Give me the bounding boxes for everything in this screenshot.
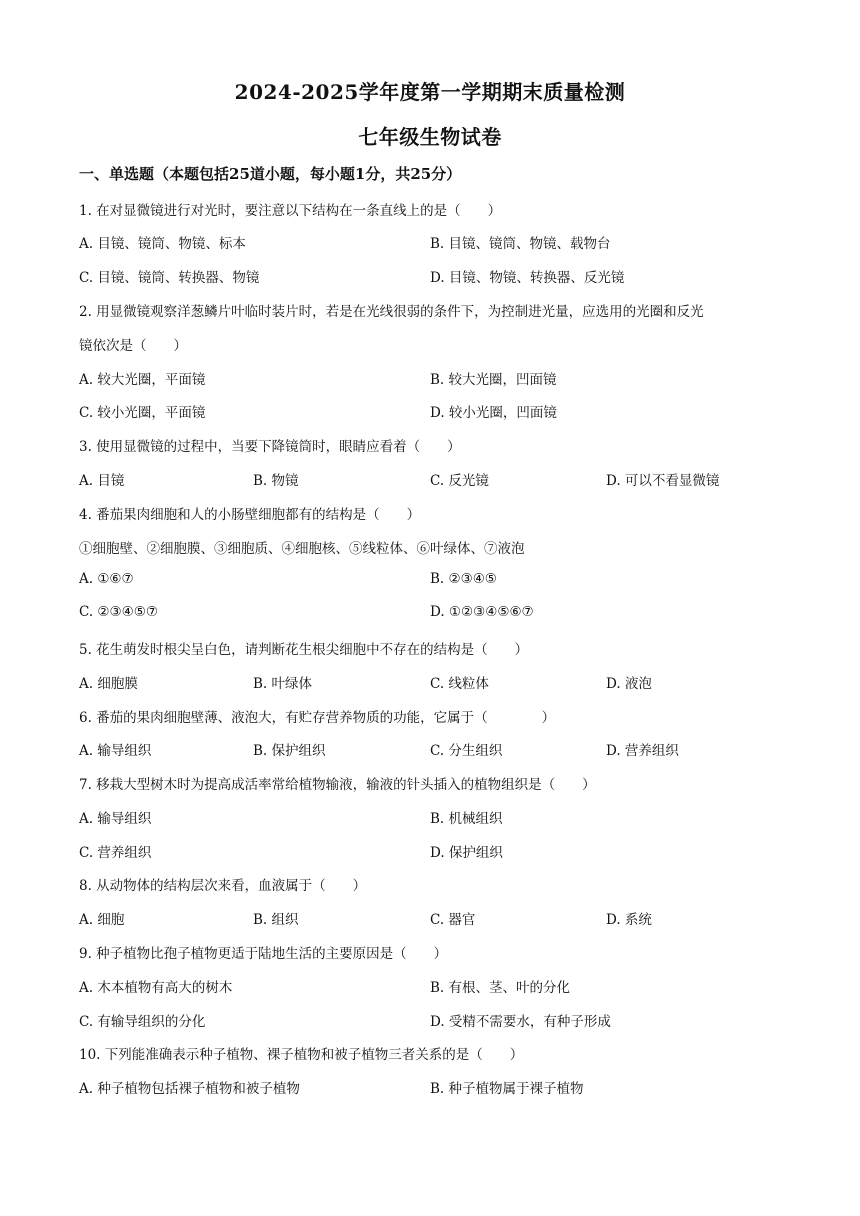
question-9-stem: 9. 种子植物比孢子植物更适于陆地生活的主要原因是（ ） (79, 946, 448, 962)
question-3-option-d: D. 可以不看显微镜 (606, 473, 720, 489)
question-5-option-d: D. 液泡 (606, 676, 652, 692)
question-9-option-d: D. 受精不需要水，有种子形成 (430, 1014, 611, 1030)
question-7-option-c: C. 营养组织 (79, 845, 152, 861)
question-9-option-c: C. 有输导组织的分化 (79, 1014, 206, 1030)
question-3-option-b: B. 物镜 (253, 473, 299, 489)
question-5-option-c: C. 线粒体 (430, 676, 489, 692)
question-2-option-d: D. 较小光圈，凹面镜 (430, 405, 557, 421)
question-10-option-a: A. 种子植物包括裸子植物和被子植物 (79, 1081, 300, 1097)
question-8-option-d: D. 系统 (606, 912, 652, 928)
question-4-option-a: A. ①⑥⑦ (79, 571, 134, 587)
question-8-stem: 8. 从动物体的结构层次来看，血液属于（ ） (79, 878, 367, 894)
question-1-option-b: B. 目镜、镜筒、物镜、载物台 (430, 236, 611, 252)
exam-title: 2024-2025学年度第一学期期末质量检测 (234, 80, 626, 104)
question-8-option-c: C. 器官 (430, 912, 476, 928)
question-6-stem: 6. 番茄的果肉细胞壁薄、液泡大，有贮存营养物质的功能，它属于（ ） (79, 710, 556, 726)
exam-subtitle: 七年级生物试卷 (358, 125, 502, 149)
question-3-option-c: C. 反光镜 (430, 473, 489, 489)
question-7-stem: 7. 移栽大型树木时为提高成活率常给植物输液，输液的针头插入的植物组织是（ ） (79, 777, 596, 793)
question-9-option-b: B. 有根、茎、叶的分化 (430, 980, 571, 996)
question-7-option-b: B. 机械组织 (430, 811, 503, 827)
question-7-option-d: D. 保护组织 (430, 845, 503, 861)
section-heading: 一、单选题（本题包括25道小题，每小题1分，共25分） (79, 165, 462, 183)
question-1-option-a: A. 目镜、镜筒、物镜、标本 (79, 236, 246, 252)
question-8-option-a: A. 细胞 (79, 912, 125, 928)
question-2-stem-continued: 镜依次是（ ） (79, 338, 187, 354)
question-6-option-a: A. 输导组织 (79, 743, 152, 759)
question-4-structure-list: ①细胞壁、②细胞膜、③细胞质、④细胞核、⑤线粒体、⑥叶绿体、⑦液泡 (79, 541, 525, 557)
question-3-option-a: A. 目镜 (79, 473, 125, 489)
question-5-option-a: A. 细胞膜 (79, 676, 138, 692)
question-4-stem: 4. 番茄果肉细胞和人的小肠壁细胞都有的结构是（ ） (79, 507, 421, 523)
question-5-stem: 5. 花生萌发时根尖呈白色，请判断花生根尖细胞中不存在的结构是（ ） (79, 642, 529, 658)
question-3-stem: 3. 使用显微镜的过程中，当要下降镜筒时，眼睛应看着（ ） (79, 439, 461, 455)
question-10-stem: 10. 下列能准确表示种子植物、裸子植物和被子植物三者关系的是（ ） (79, 1047, 524, 1063)
question-9-option-a: A. 木本植物有高大的树木 (79, 980, 233, 996)
question-10-option-b: B. 种子植物属于裸子植物 (430, 1081, 584, 1097)
question-2-option-b: B. 较大光圈，凹面镜 (430, 372, 557, 388)
question-6-option-c: C. 分生组织 (430, 743, 503, 759)
question-2-stem: 2. 用显微镜观察洋葱鳞片叶临时装片时，若是在光线很弱的条件下，为控制进光量，应选用的光圈和反光 (79, 304, 704, 320)
question-2-option-a: A. 较大光圈，平面镜 (79, 372, 206, 388)
question-7-option-a: A. 输导组织 (79, 811, 152, 827)
question-8-option-b: B. 组织 (253, 912, 299, 928)
question-5-option-b: B. 叶绿体 (253, 676, 313, 692)
question-1-stem: 1. 在对显微镜进行对光时，要注意以下结构在一条直线上的是（ ） (79, 203, 502, 219)
question-1-option-d: D. 目镜、物镜、转换器、反光镜 (430, 270, 625, 286)
question-6-option-b: B. 保护组织 (253, 743, 326, 759)
question-1-option-c: C. 目镜、镜筒、转换器、物镜 (79, 270, 260, 286)
question-2-option-c: C. 较小光圈，平面镜 (79, 405, 206, 421)
question-4-option-c: C. ②③④⑤⑦ (79, 604, 158, 620)
question-6-option-d: D. 营养组织 (606, 743, 679, 759)
question-4-option-d: D. ①②③④⑤⑥⑦ (430, 604, 534, 620)
question-4-option-b: B. ②③④⑤ (430, 571, 497, 587)
